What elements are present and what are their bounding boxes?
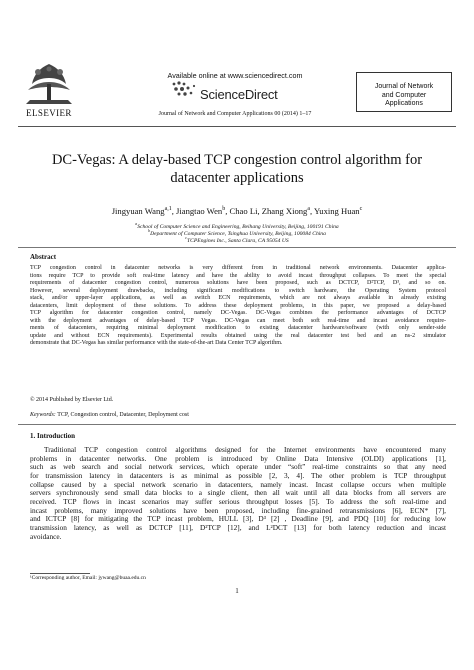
page-number: 1	[235, 587, 239, 595]
publisher-name: ELSEVIER	[26, 108, 72, 118]
body-line: Traditional TCP congestion control algorithms designed for the Internet environments have encountered many	[44, 445, 446, 454]
journal-box-line: Applications	[385, 100, 423, 108]
body-line: avoidance.	[30, 531, 62, 541]
sciencedirect-wordmark: ScienceDirect	[200, 87, 278, 102]
affiliation-text: Department of Computer Science, Tsinghua University, Beijing, 100084 China	[150, 231, 326, 237]
abstract-line: TCP algorithm for datacenter congestion control, namely DC-Vegas. DC-Vegas combines the performance advantages of DCTCP	[30, 310, 446, 317]
abstract-line: However, several deployment drawbacks, including significant modifications to switch hardware, the Operating System protocol	[30, 287, 446, 294]
abstract-line: demonstrate that DC-Vegas has similar performance with the state-of-the-art Data Center TCP algorithm.	[30, 340, 283, 347]
author-name: Jiangtao Wen	[176, 206, 223, 216]
author-mark: a,1	[164, 206, 172, 213]
affiliation-text: TCPEngines Inc., Santa Clara, CA 95054 US	[187, 238, 289, 244]
abstract-line: ments of datacenters, requiring minimal deployment modification to existing datacenter hardware/software (with only sender-side	[30, 325, 446, 332]
abstract-line: tions require TCP to provide soft real-time latency and have the ability to avoid incast throughput collapses. To meet the special	[30, 272, 446, 279]
abstract-line: datacenters, limit deployment of these solutions. To address these deployment problems, in this paper, we proposed a delay-based	[30, 302, 446, 309]
affiliation-mark: c	[185, 236, 188, 241]
body-line: incast problems, many improved solutions have been proposed, including fine-grained retransmissions [6], ECN* [7],	[30, 505, 446, 515]
journal-citation: Journal of Network and Computer Applications 00 (2014) 1–17	[158, 111, 312, 117]
author-name: Yuxing Huan	[314, 206, 360, 216]
journal-box-line: and Computer	[381, 91, 427, 99]
affiliation-text: School of Computer Science and Engineering, Beihang University, Beijing, 100191 China	[137, 224, 339, 230]
journal-title-box	[356, 72, 452, 112]
footnote: ¹Corresponding author, Email: jywang@buaa.edu.cn	[30, 575, 146, 581]
introduction-body	[30, 446, 446, 541]
available-online-text: Available online at www.sciencedirect.com	[167, 71, 303, 80]
body-line: collapse caused by a special network scenario in datacenters, namely incast. Incast collapse occurs when multiple	[30, 479, 446, 489]
affiliation	[80, 224, 394, 230]
abstract-top-rule	[18, 247, 456, 248]
body-line: for transmission latency in datacenters is as minimal as possible [2, 3, 4]. The other problem is TCP throughput	[30, 470, 446, 480]
abstract-line: update and without ECN requirements). Experimental results obtained using the real datacenter test bed and an ns-2 simulator	[30, 332, 446, 339]
header-rule	[18, 126, 456, 127]
author-mark: a	[307, 206, 311, 213]
body-line: received. TCP flows in incast scenarios may suffer serious throughput losses [5]. To address the soft real-time and	[30, 496, 446, 506]
body-line: transmission latency, as well as DCTCP [11], D²TCP [12], and L²DCT [13] for both latency reduction and incast	[30, 522, 446, 532]
title-line: DC-Vegas: A delay-based TCP congestion control algorithm for	[51, 152, 423, 168]
abstract-line: TCP congestion control in datacenter networks is very different from in traditional network environments. Datacenter applica-	[30, 265, 446, 271]
affiliation	[80, 238, 394, 244]
journal-box-line: Journal of Network	[374, 83, 434, 90]
footnote-rule	[30, 573, 90, 574]
abstract-line: stack, and/or upper-layer applications, as well as switch ECN requirements, which are not always available in already existing	[30, 295, 446, 302]
keywords-rule	[18, 424, 456, 425]
author-mark: b	[222, 206, 226, 213]
affiliation-mark: b	[148, 229, 151, 234]
introduction-heading: 1. Introduction	[30, 432, 75, 440]
paper-title	[40, 151, 434, 187]
author-mark: c	[359, 206, 363, 213]
title-line: datacenter applications	[170, 170, 304, 186]
author-name: Jingyuan Wang	[111, 206, 165, 216]
abstract-heading: Abstract	[30, 253, 57, 261]
author-name: Zhang Xiong	[261, 206, 308, 216]
abstract-body	[30, 265, 446, 348]
affiliation-mark: a	[135, 222, 138, 227]
copyright-notice: © 2014 Published by Elsevier Ltd.	[30, 397, 114, 403]
body-line: problems in datacenter networks. One problem is introduced by Online Data Intensive (OLDI) applications [1],	[30, 453, 446, 463]
abstract-line: requirements of datacenter congestion control, numerous solutions have been proposed, such as DCTCP, D²TCP, D³, and so on.	[30, 280, 446, 287]
keywords-line	[30, 412, 189, 418]
keywords-label: Keywords:	[30, 412, 56, 418]
keywords-text: TCP, Congestion control, Datacenter, Deployment cost	[57, 412, 189, 418]
body-line: and ICTCP [8] for mitigating the TCP incast problem, HULL [3], D³ [2] , Deadline [9], and PDQ [10] for reducing low	[30, 514, 446, 524]
abstract-line: with the deployment advantages of delay-based TCP Vegas. DC-Vegas can meet both soft real-time and incast avoidance require-	[30, 317, 446, 324]
author-name: Chao Li	[229, 206, 258, 216]
sciencedirect-logo-icon	[170, 80, 198, 103]
author-list: Jingyuan Wang$^{a,1}$, Jiangtao Wen$^b$, Chao Li, Zhang Xiong$^a$, Yuxing Huan$^c$	[111, 206, 363, 216]
body-line: servers synchronously send small data blocks to a single client, then all wait until all data blocks from all servers are	[30, 488, 446, 498]
body-line: such as web search and social network services, which operate under “soft” real-time constraints so that any need	[30, 462, 446, 472]
affiliation	[80, 231, 394, 237]
